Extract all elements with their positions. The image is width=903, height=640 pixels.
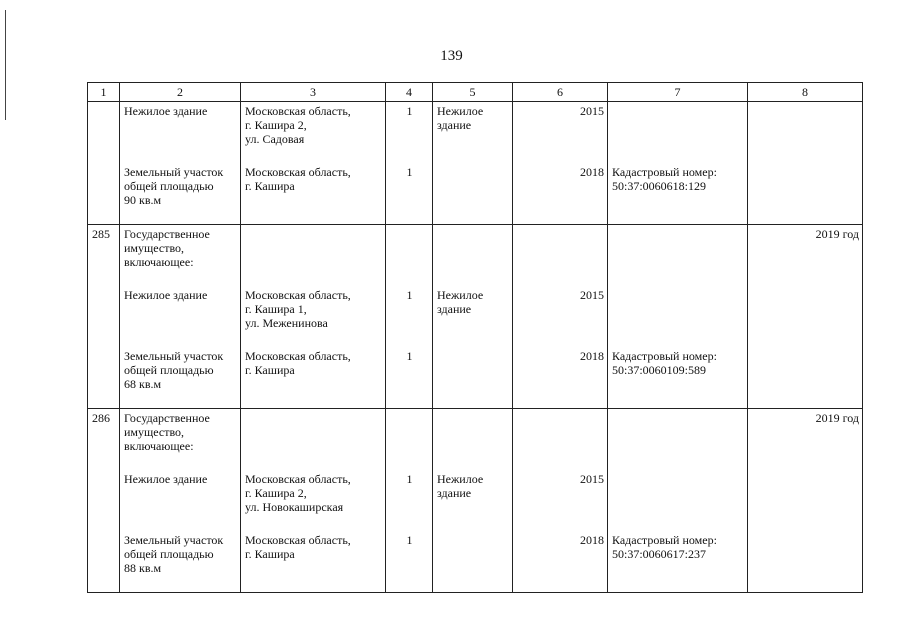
item-note-cell xyxy=(748,286,863,347)
table-row xyxy=(88,163,863,225)
item-purpose-cell: Нежилое здание xyxy=(433,102,513,164)
item-number-cell xyxy=(88,163,120,225)
item-year-cell xyxy=(513,225,608,287)
item-address-cell xyxy=(241,225,386,287)
item-purpose-cell xyxy=(433,409,513,471)
item-purpose-cell xyxy=(433,347,513,409)
item-address-cell: Московская область, г. Кашира 1, ул. Меженинова xyxy=(241,286,386,347)
item-number-cell xyxy=(88,470,120,531)
item-quantity-cell: 1 xyxy=(386,102,433,164)
item-note-cell xyxy=(748,470,863,531)
item-purpose-cell: Нежилое здание xyxy=(433,286,513,347)
item-year-cell: 2018 xyxy=(513,347,608,409)
item-year-cell: 2018 xyxy=(513,531,608,593)
table-row xyxy=(88,531,863,593)
column-header: 8 xyxy=(748,83,863,102)
column-header: 1 xyxy=(88,83,120,102)
item-name-cell: Земельный участок общей площадью 88 кв.м xyxy=(120,531,241,593)
item-year-cell: 2015 xyxy=(513,286,608,347)
item-name-cell: Земельный участок общей площадью 90 кв.м xyxy=(120,163,241,225)
item-number-cell xyxy=(88,531,120,593)
table-row xyxy=(88,225,863,287)
item-quantity-cell: 1 xyxy=(386,470,433,531)
item-cadastral-cell: Кадастровый номер: 50:37:0060109:589 xyxy=(608,347,748,409)
item-number-cell: 285 xyxy=(88,225,120,287)
column-header: 5 xyxy=(433,83,513,102)
item-name-cell: Нежилое здание xyxy=(120,102,241,164)
item-quantity-cell: 1 xyxy=(386,286,433,347)
item-note-cell xyxy=(748,347,863,409)
item-cadastral-cell: Кадастровый номер: 50:37:0060618:129 xyxy=(608,163,748,225)
item-cadastral-cell: Кадастровый номер: 50:37:0060617:237 xyxy=(608,531,748,593)
item-year-cell: 2015 xyxy=(513,102,608,164)
item-name-cell: Нежилое здание xyxy=(120,286,241,347)
item-quantity-cell: 1 xyxy=(386,531,433,593)
item-number-cell xyxy=(88,286,120,347)
item-address-cell: Московская область, г. Кашира xyxy=(241,163,386,225)
item-note-cell: 2019 год xyxy=(748,409,863,471)
table-header-row xyxy=(88,83,863,102)
table-row xyxy=(88,409,863,471)
item-address-cell: Московская область, г. Кашира 2, ул. Новокаширская xyxy=(241,470,386,531)
column-header: 2 xyxy=(120,83,241,102)
scan-margin-line xyxy=(5,10,6,120)
item-note-cell xyxy=(748,531,863,593)
item-address-cell: Московская область, г. Кашира 2, ул. Садовая xyxy=(241,102,386,164)
item-quantity-cell: 1 xyxy=(386,347,433,409)
column-header: 6 xyxy=(513,83,608,102)
item-note-cell: 2019 год xyxy=(748,225,863,287)
item-name-cell: Государственное имущество, включающее: xyxy=(120,225,241,287)
item-number-cell: 286 xyxy=(88,409,120,471)
item-cadastral-cell xyxy=(608,225,748,287)
item-name-cell: Нежилое здание xyxy=(120,470,241,531)
item-purpose-cell xyxy=(433,163,513,225)
item-purpose-cell: Нежилое здание xyxy=(433,470,513,531)
column-header: 4 xyxy=(386,83,433,102)
item-name-cell: Государственное имущество, включающее: xyxy=(120,409,241,471)
item-address-cell xyxy=(241,409,386,471)
item-cadastral-cell xyxy=(608,409,748,471)
column-header: 3 xyxy=(241,83,386,102)
item-quantity-cell xyxy=(386,409,433,471)
table-row xyxy=(88,470,863,531)
item-address-cell: Московская область, г. Кашира xyxy=(241,531,386,593)
table-body xyxy=(88,83,863,593)
item-purpose-cell xyxy=(433,225,513,287)
item-year-cell xyxy=(513,409,608,471)
item-year-cell: 2015 xyxy=(513,470,608,531)
item-year-cell: 2018 xyxy=(513,163,608,225)
item-purpose-cell xyxy=(433,531,513,593)
page-number: 139 xyxy=(440,48,463,64)
item-name-cell: Земельный участок общей площадью 68 кв.м xyxy=(120,347,241,409)
item-note-cell xyxy=(748,102,863,164)
item-cadastral-cell xyxy=(608,470,748,531)
property-table xyxy=(87,82,863,593)
table-row xyxy=(88,347,863,409)
table-row xyxy=(88,102,863,164)
item-quantity-cell xyxy=(386,225,433,287)
item-number-cell xyxy=(88,347,120,409)
item-cadastral-cell xyxy=(608,102,748,164)
item-number-cell xyxy=(88,102,120,164)
column-header: 7 xyxy=(608,83,748,102)
item-note-cell xyxy=(748,163,863,225)
item-cadastral-cell xyxy=(608,286,748,347)
item-quantity-cell: 1 xyxy=(386,163,433,225)
table-row xyxy=(88,286,863,347)
item-address-cell: Московская область, г. Кашира xyxy=(241,347,386,409)
